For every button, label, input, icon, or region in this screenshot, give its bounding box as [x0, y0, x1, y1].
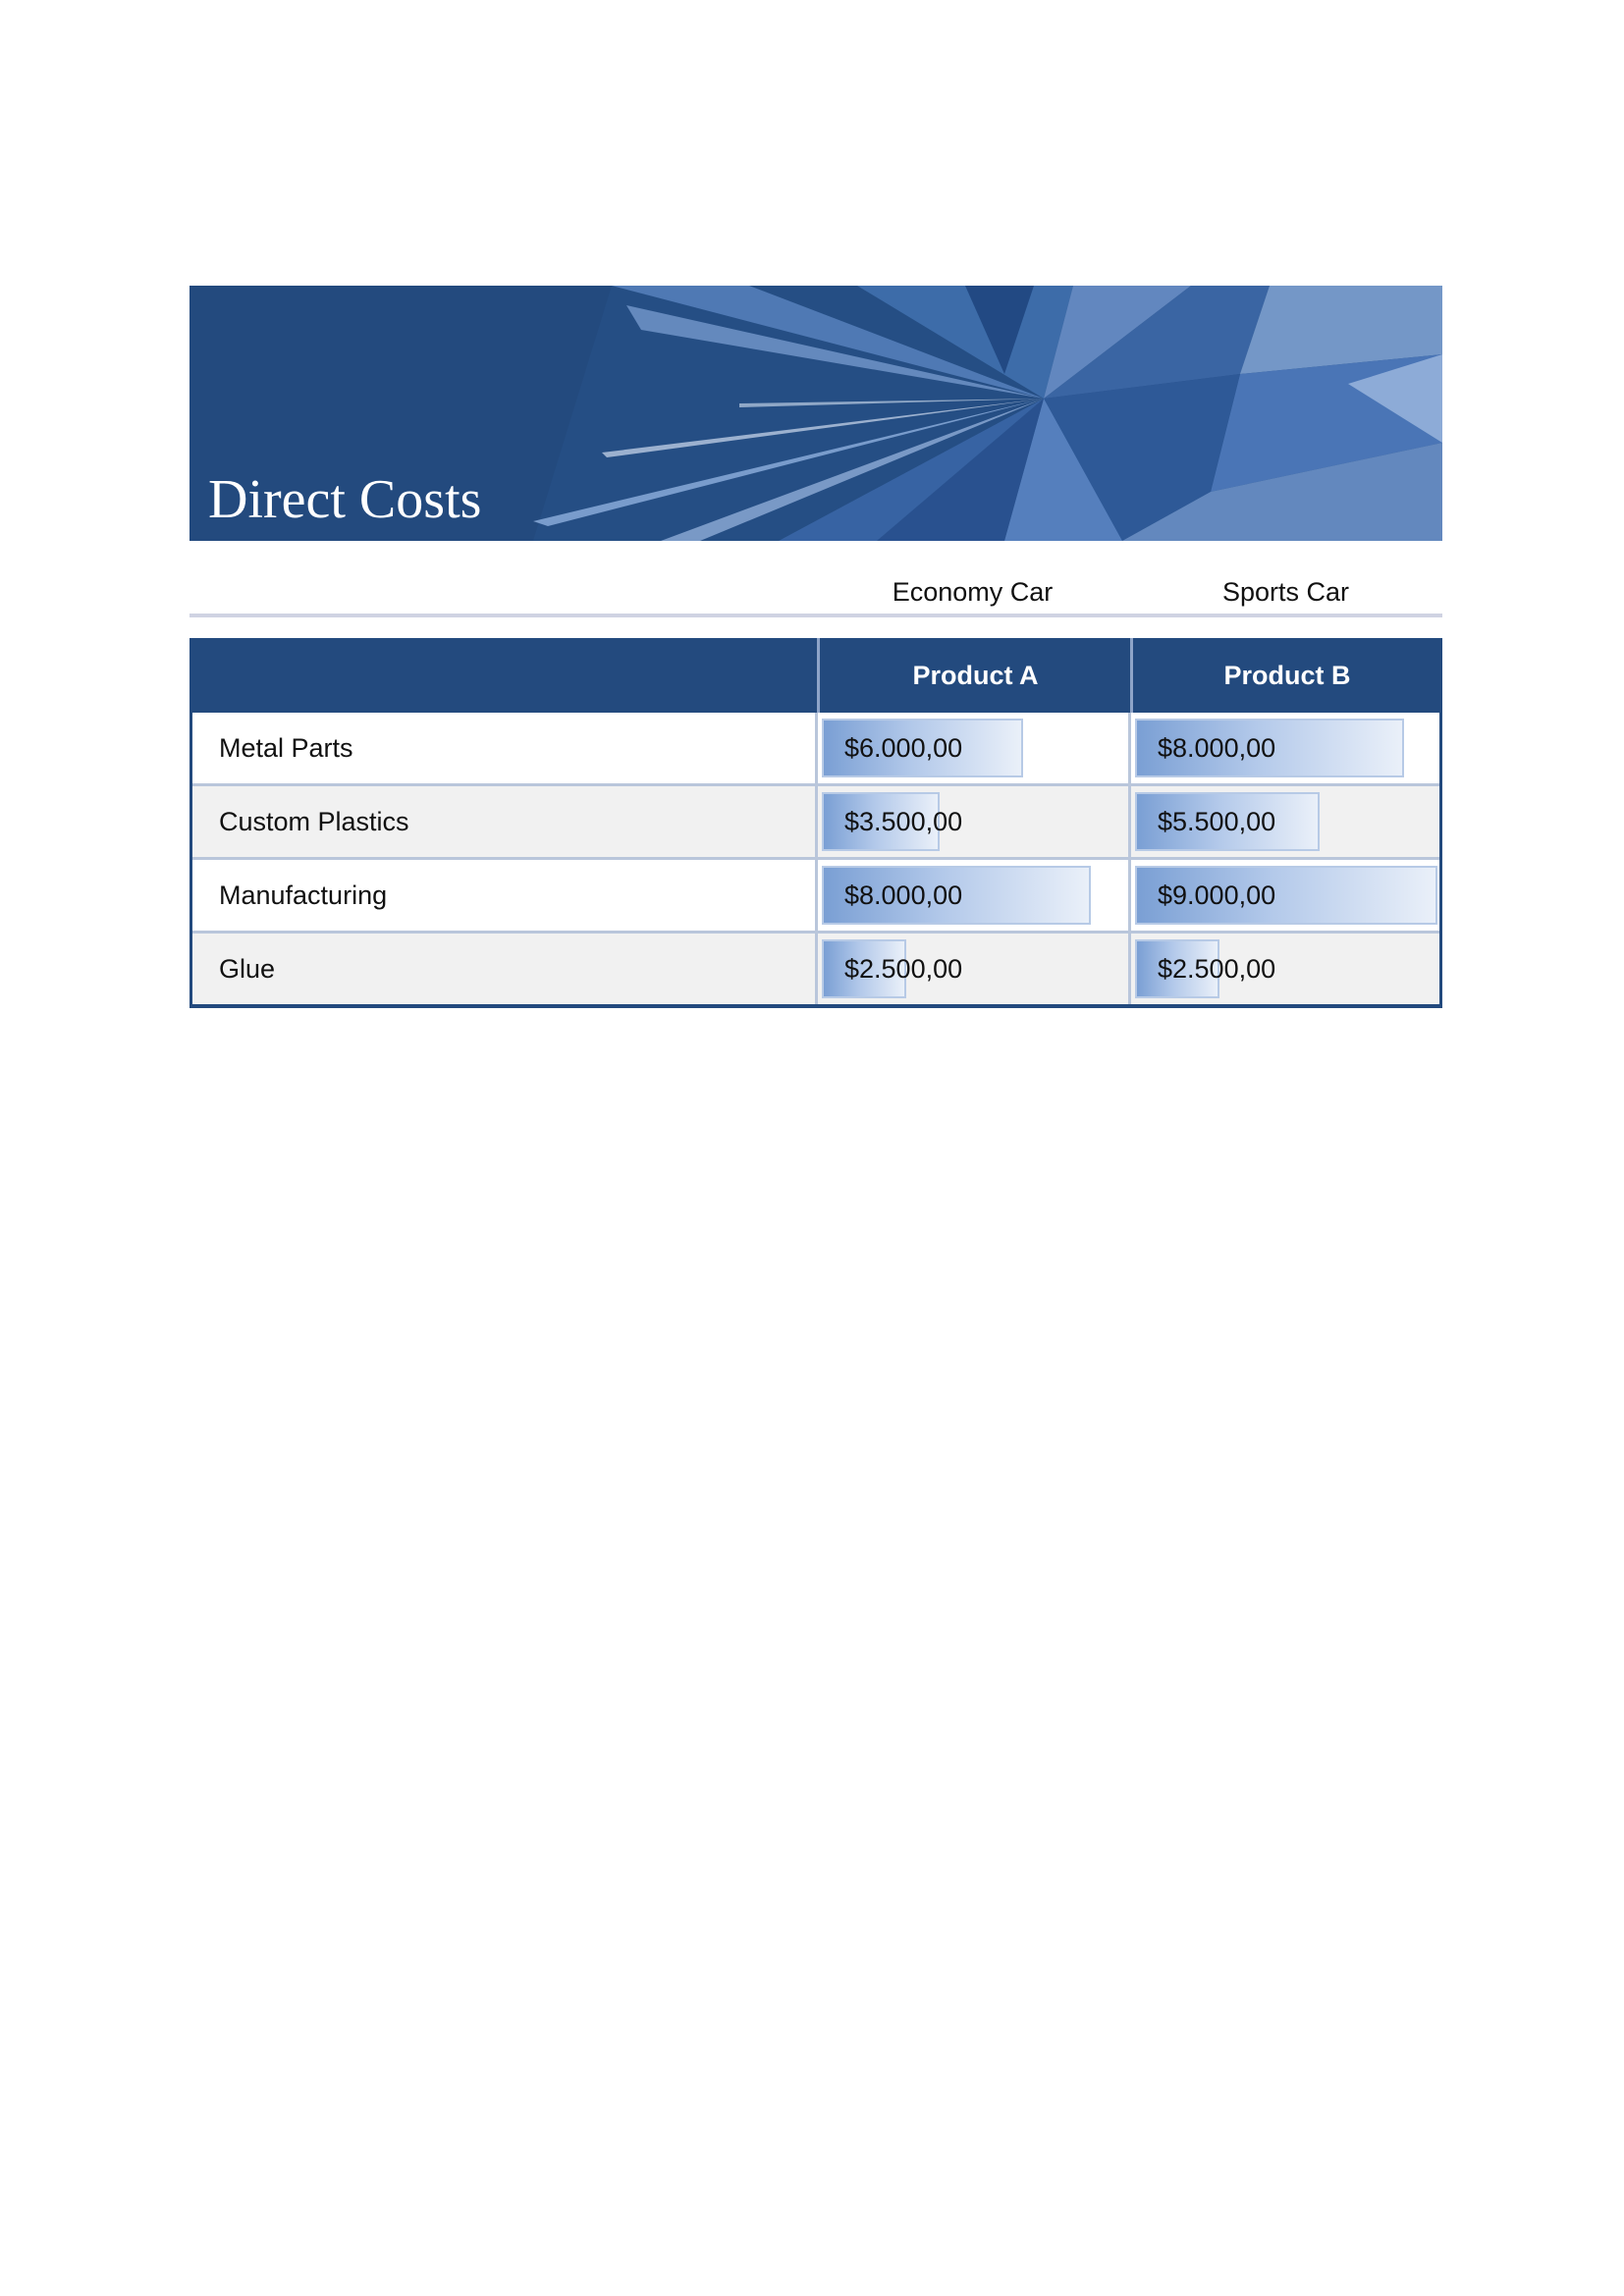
product-b-subheader: Sports Car [1221, 577, 1350, 607]
cell-value: $9.000,00 [1158, 881, 1276, 910]
cell-product-a [815, 713, 1128, 783]
page-title: Direct Costs [208, 469, 482, 530]
table-row [192, 934, 1439, 1004]
table-row [192, 786, 1439, 857]
cell-value: $5.500,00 [1158, 807, 1276, 836]
cell-product-b [1128, 934, 1439, 1004]
cell-value: $3.500,00 [844, 807, 963, 836]
cell-product-b [1128, 860, 1439, 931]
row-label: Custom Plastics [219, 807, 409, 836]
cell-value: $2.500,00 [1158, 954, 1276, 984]
direct-costs-table [189, 638, 1442, 1008]
table-header-row [189, 638, 1442, 713]
cell-product-a [815, 934, 1128, 1004]
cell-product-b [1128, 786, 1439, 857]
subheader-divider [189, 614, 1442, 617]
header-banner [189, 286, 1442, 541]
header-product-a: Product A [817, 638, 1131, 713]
product-a-subheader: Economy Car [892, 577, 1054, 607]
row-label: Metal Parts [219, 733, 353, 763]
row-label: Manufacturing [219, 881, 388, 910]
cell-value: $2.500,00 [844, 954, 963, 984]
cell-product-a [815, 860, 1128, 931]
cell-value: $6.000,00 [844, 733, 963, 763]
cell-value: $8.000,00 [1158, 733, 1276, 763]
row-label: Glue [219, 954, 276, 984]
table-row [192, 713, 1439, 783]
cell-value: $8.000,00 [844, 881, 963, 910]
header-product-b: Product B [1130, 638, 1441, 713]
cell-product-a [815, 786, 1128, 857]
table-row [192, 860, 1439, 931]
cell-product-b [1128, 713, 1439, 783]
